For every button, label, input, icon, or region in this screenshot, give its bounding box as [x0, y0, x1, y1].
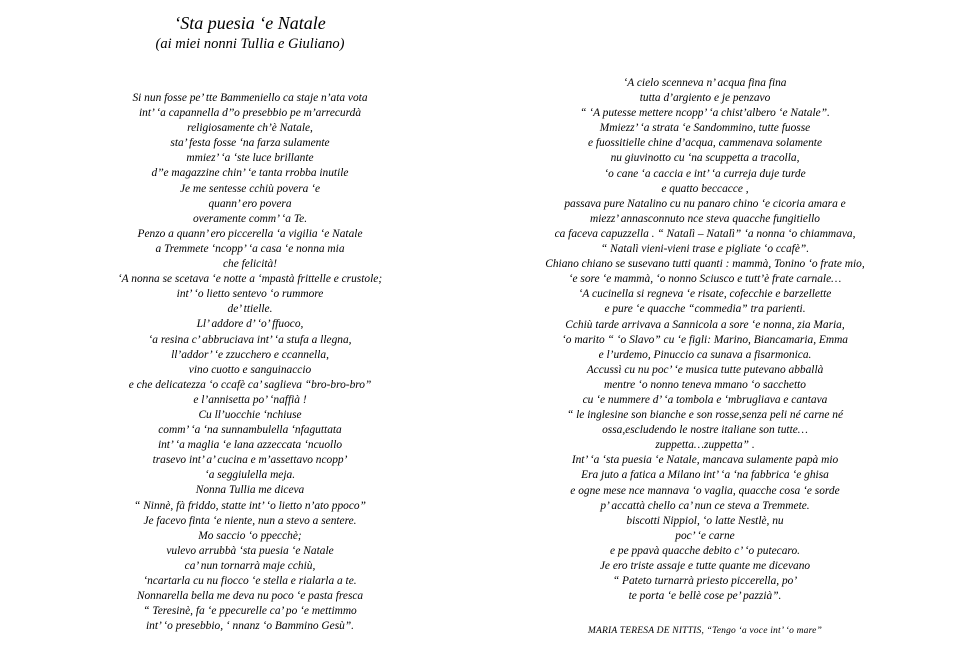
poem-line: int’ ‘a capannella d’’o presebbio pe m’arrecurdà — [138, 107, 362, 120]
poem-line: “ Pateto turnarrà priesto piccerella, po’ — [612, 575, 798, 588]
poem-line: ossa,escludendo le nostre italiane son tutte… — [602, 424, 808, 437]
poem-line: ‘A cielo scenneva n’ acqua fina fina — [623, 77, 787, 89]
poem-line: e che delicatezza ‘o ccafè ca’ saglieva “bro-bro-bro” — [128, 378, 372, 391]
poem-line: ca faceva capuzzella . “ Natalì – Natalì” ‘a nonna ‘o chiammava, — [554, 227, 856, 240]
poem-line: vino cuotto e sanguinaccio — [188, 363, 312, 376]
poem-line: quann’ ero povera — [208, 197, 292, 210]
poem-line: e fuossitielle chine d’acqua, cammenava solamente — [587, 137, 823, 150]
poem-line: Cchiù tarde arrivava a Sannicola a sore ‘e nonna, zia Maria, — [565, 318, 845, 331]
poem-line: Accussì cu nu poc’ ‘e musica tutte putevano abballà — [586, 363, 824, 376]
poem-line: ‘A nonna se scetava ‘e notte a ‘mpastà frittelle e crustole; — [117, 273, 383, 286]
poem-line: ‘A cucinella si regneva ‘e risate, cofecchie e barzellette — [578, 288, 832, 301]
poem-line: p’ accattà chello ca’ nun ce steva a Tremmete. — [600, 499, 810, 512]
poem-title: ‘Sta puesia ‘e Natale — [174, 13, 326, 33]
poem-line: Int’ ‘a ‘sta puesia ‘e Natale, mancava sulamente papà mio — [571, 454, 839, 467]
poem-line: Nonnarella bella me deva nu poco ‘e pasta fresca — [136, 590, 364, 603]
poem-line: int’ ‘o lietto sentevo ‘o rummore — [176, 288, 324, 301]
poem-line: Je ero triste assaje e tutte quante me dicevano — [599, 560, 811, 572]
poem-line: Nonna Tullia me diceva — [195, 484, 305, 497]
poem-line: cu ‘e nummere d’ ‘a tombola e ‘mbrugliava e cantava — [582, 393, 828, 406]
poem-line: “ Ninnè, fà friddo, statte int’ ‘o lietto n’ato ppoco” — [134, 499, 366, 512]
poem-line: te porta ‘e bellè cose pe’ pazzià”. — [628, 590, 782, 603]
poem-left-stanza — [40, 91, 460, 634]
poem-line: tutta d’argiento e je penzavo — [639, 92, 771, 105]
poem-line: ‘ncartarla cu nu fiocco ‘e stella e rialarla a te. — [143, 575, 357, 587]
poem-line: int’ ‘o presebbio, ‘ nnanz ‘o Bammino Gesù”. — [145, 620, 355, 633]
poem-line: e l’annisetta po’ ‘naffià ! — [193, 393, 307, 406]
poem-line: biscotti Nippiol, ‘o latte Nestlè, nu — [626, 514, 784, 527]
poem-line: comm’ ‘a ‘na sunnambulella ‘nfaguttata — [158, 424, 342, 437]
poem-line: Mo saccio ‘o ppecchè; — [198, 529, 302, 542]
poem-line: mentre ‘o nonno teneva mmano ‘o sacchetto — [603, 378, 807, 391]
poem-line: e pe ppavà quacche debito c’ ‘o putecaro. — [610, 544, 800, 557]
poem-line: Era juto a fatica a Milano int’ ‘a ‘na fabbrica ‘e ghisa — [581, 469, 829, 482]
poem-line: ‘o cane ‘a caccia e int’ ‘a curreja duje turde — [604, 167, 806, 180]
poem-line: trasevo int’ a’ cucina e m’assettavo ncopp’ — [152, 454, 348, 467]
poem-line: poc’ ‘e carne — [675, 529, 735, 542]
poem-line: de’ ttielle. — [227, 303, 273, 316]
poem-line: e l’urdemo, Pinuccio ca sunava a fisarmonica. — [598, 348, 812, 361]
poem-line: “ Natalì vieni-vieni trase e pigliate ‘o ccafè”. — [600, 243, 810, 256]
poem-line: ‘a seggiulella meja. — [204, 469, 296, 482]
poem-line: ‘o marito “ ‘o Slavo” cu ‘e figli: Marino, Biancamaria, Emma — [561, 333, 848, 346]
poem-line: zuppetta…zuppetta” . — [655, 439, 755, 452]
poem-dedication: (ai miei nonni Tullia e Giuliano) — [155, 36, 345, 52]
poem-line: e quatto beccacce , — [661, 182, 749, 195]
poem-line: int’ ‘a maglia ‘e lana azzeccata ‘ncuollo — [157, 439, 343, 452]
poem-line: d’’e magazzine chin’ ‘e tanta rrobba inutile — [151, 167, 349, 180]
poem-line: miezz’ annasconnuto nce steva quacche fungitiello — [590, 212, 820, 225]
poem-line: Je me sentesse cchiù povera ‘e — [179, 182, 321, 195]
poem-line: che felicità! — [222, 258, 278, 271]
poem-line: sta’ festa fosse ‘na farza sulamente — [170, 137, 330, 150]
poem-line: e ogne mese nce mannava ‘o vaglia, quacche cosa ‘e sorde — [570, 484, 840, 497]
poem-line: e pure ‘e quacche “commedia” tra parienti. — [604, 303, 806, 316]
poem-line: Je facevo finta ‘e niente, nun a stevo a sentere. — [143, 514, 357, 527]
poem-line: Si nun fosse pe’ tte Bammeniello ca staje n’ata vota — [132, 92, 368, 104]
poem-line: Ll’ addore d’ ‘o’ ffuoco, — [196, 318, 304, 331]
poem-line: Chiano chiano se susevano tutti quanti : mammà, Tonino ‘o frate mio, — [545, 258, 865, 271]
poem-line: Mmiezz’ ‘a strata ‘e Sandommino, tutte fuosse — [599, 122, 811, 135]
poem-line: ll’addor’ ‘e zzucchero e ccannella, — [171, 348, 329, 361]
poem-line: nu giuvinotto cu ‘na scuppetta a tracolla, — [610, 152, 800, 165]
poem-line: a Tremmete ‘ncopp’ ‘a casa ‘e nonna mia — [155, 242, 345, 255]
poem-line: ‘a resina c’ abbruciava int’ ‘a stufa a llegna, — [148, 333, 352, 346]
poem-line: overamente comm’ ‘a Te. — [192, 212, 308, 225]
poem-line: ca’ nun tornarrà maje cchiù, — [184, 559, 316, 572]
poem-line: ‘e sore ‘e mammà, ‘o nonno Sciusco e tutt’è frate carnale… — [568, 273, 842, 286]
poem-right-stanza — [475, 76, 935, 604]
poem-line: Penzo a quann’ ero piccerella ‘a vigilia ‘e Natale — [137, 227, 363, 240]
author-signature: MARIA TERESA DE NITTIS, “Tengo ‘a voce int’ ‘o mare” — [587, 626, 823, 636]
poem-line: passava pure Natalino cu nu panaro chino ‘e cicoria amara e — [564, 197, 846, 210]
poem-line: vulevo arrubbà ‘sta puesia ‘e Natale — [166, 544, 334, 557]
poem-line: religiosamente ch’è Natale, — [187, 122, 313, 135]
poem-line: “ le inglesine son bianche e son rosse,senza peli né carne né — [566, 409, 844, 422]
poem-line: mmiez’ ‘a ‘ste luce brillante — [186, 152, 314, 165]
poem-line: “ Teresinè, fa ‘e ppecurelle ca’ po ‘e mettimmo — [143, 605, 357, 618]
poem-line: Cu ll’uocchie ‘nchiuse — [198, 408, 302, 421]
poem-line: “ ‘A putesse mettere ncopp’ ‘a chist’albero ‘e Natale”. — [580, 107, 830, 120]
